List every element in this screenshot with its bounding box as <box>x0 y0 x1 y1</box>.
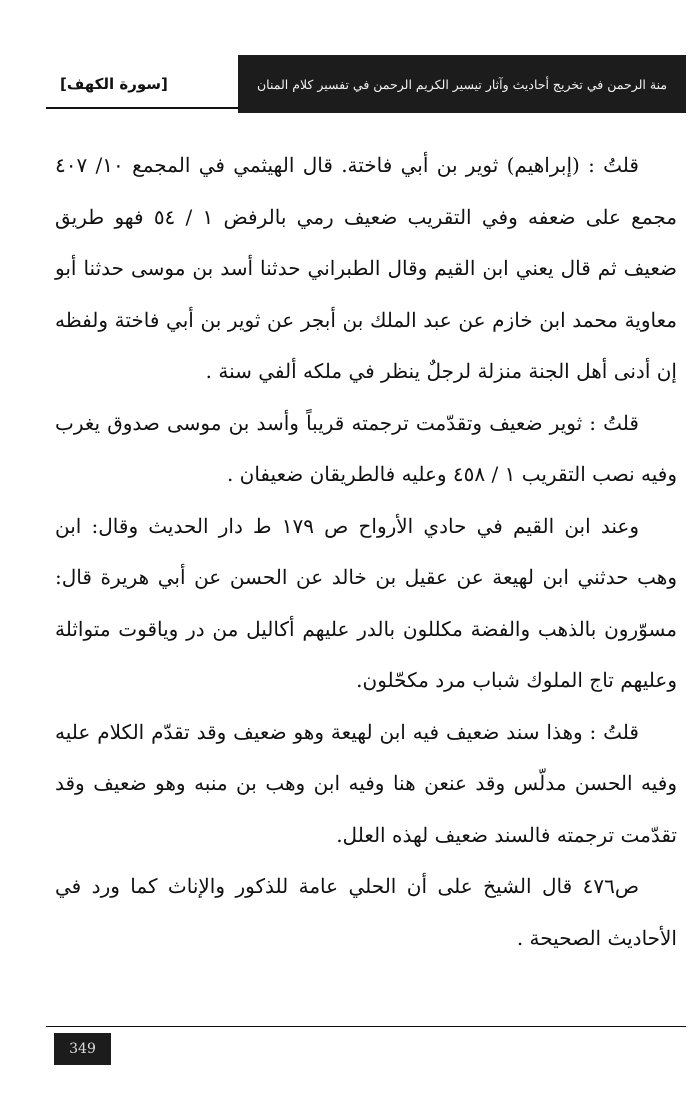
surah-label: [سورة الكهف] <box>60 75 168 93</box>
paragraph-1: قلتُ : (إبراهيم) ثوير بن أبي فاختة. قال الهيثمي في المجمع ١٠/ ٤٠٧ مجمع على ضعفه وفي التقريب ضعيف رمي بالرفض ١ / ٥٤ فهو طريق ضعيف ثم قال يعني ابن القيم وقال الطبراني حدثنا أسد بن موسى حدثنا أبو معاوية محمد ابن خازم عن عبد الملك بن أبجر عن ثوير بن أبي فاختة ولفظه إن أدنى أهل الجنة منزلة لرجلٌ ينظر في ملكه ألفي سنة . <box>55 153 678 383</box>
book-title-banner <box>238 55 686 113</box>
header-divider <box>46 107 238 109</box>
footer-divider <box>46 1026 686 1027</box>
page-body <box>55 140 677 964</box>
page-number-box <box>54 1033 111 1065</box>
page-header <box>46 55 686 113</box>
paragraph-4: قلتُ : وهذا سند ضعيف فيه ابن لهيعة وهو ضعيف وقد تقدّم الكلام عليه وفيه الحسن مدلّس وقد عنعن هنا وفيه ابن وهب بن منبه وهو ضعيف وقد تقدّمت ترجمته فالسند ضعيف لهذه العلل. <box>55 719 677 847</box>
paragraph-2: قلتُ : ثوير ضعيف وتقدّمت ترجمته قريباً وأسد بن موسى صدوق يغرب وفيه نصب التقريب ١ / ٤٥٨ وعليه فالطريقان ضعيفان . <box>55 410 677 486</box>
page-number: 349 <box>69 1041 96 1057</box>
book-title: منة الرحمن في تخريج أحاديث وآثار تيسير الكريم الرحمن في تفسير كلام المنان <box>256 76 668 92</box>
paragraph-5: ص٤٧٦ قال الشيخ على أن الحلي عامة للذكور والإناث كما ورد في الأحاديث الصحيحة . <box>55 874 677 950</box>
paragraph-3: وعند ابن القيم في حادي الأرواح ص ١٧٩ ط دار الحديث وقال: ابن وهب حدثني ابن لهيعة عن عقيل بن خالد عن الحسن عن أبي هريرة قال: مسوّرون بالذهب والفضة مكللون بالدر عليهم أكاليل من در وياقوت متواثلة وعليهم تاج الملوك شباب مرد مكحّلون. <box>55 513 677 692</box>
